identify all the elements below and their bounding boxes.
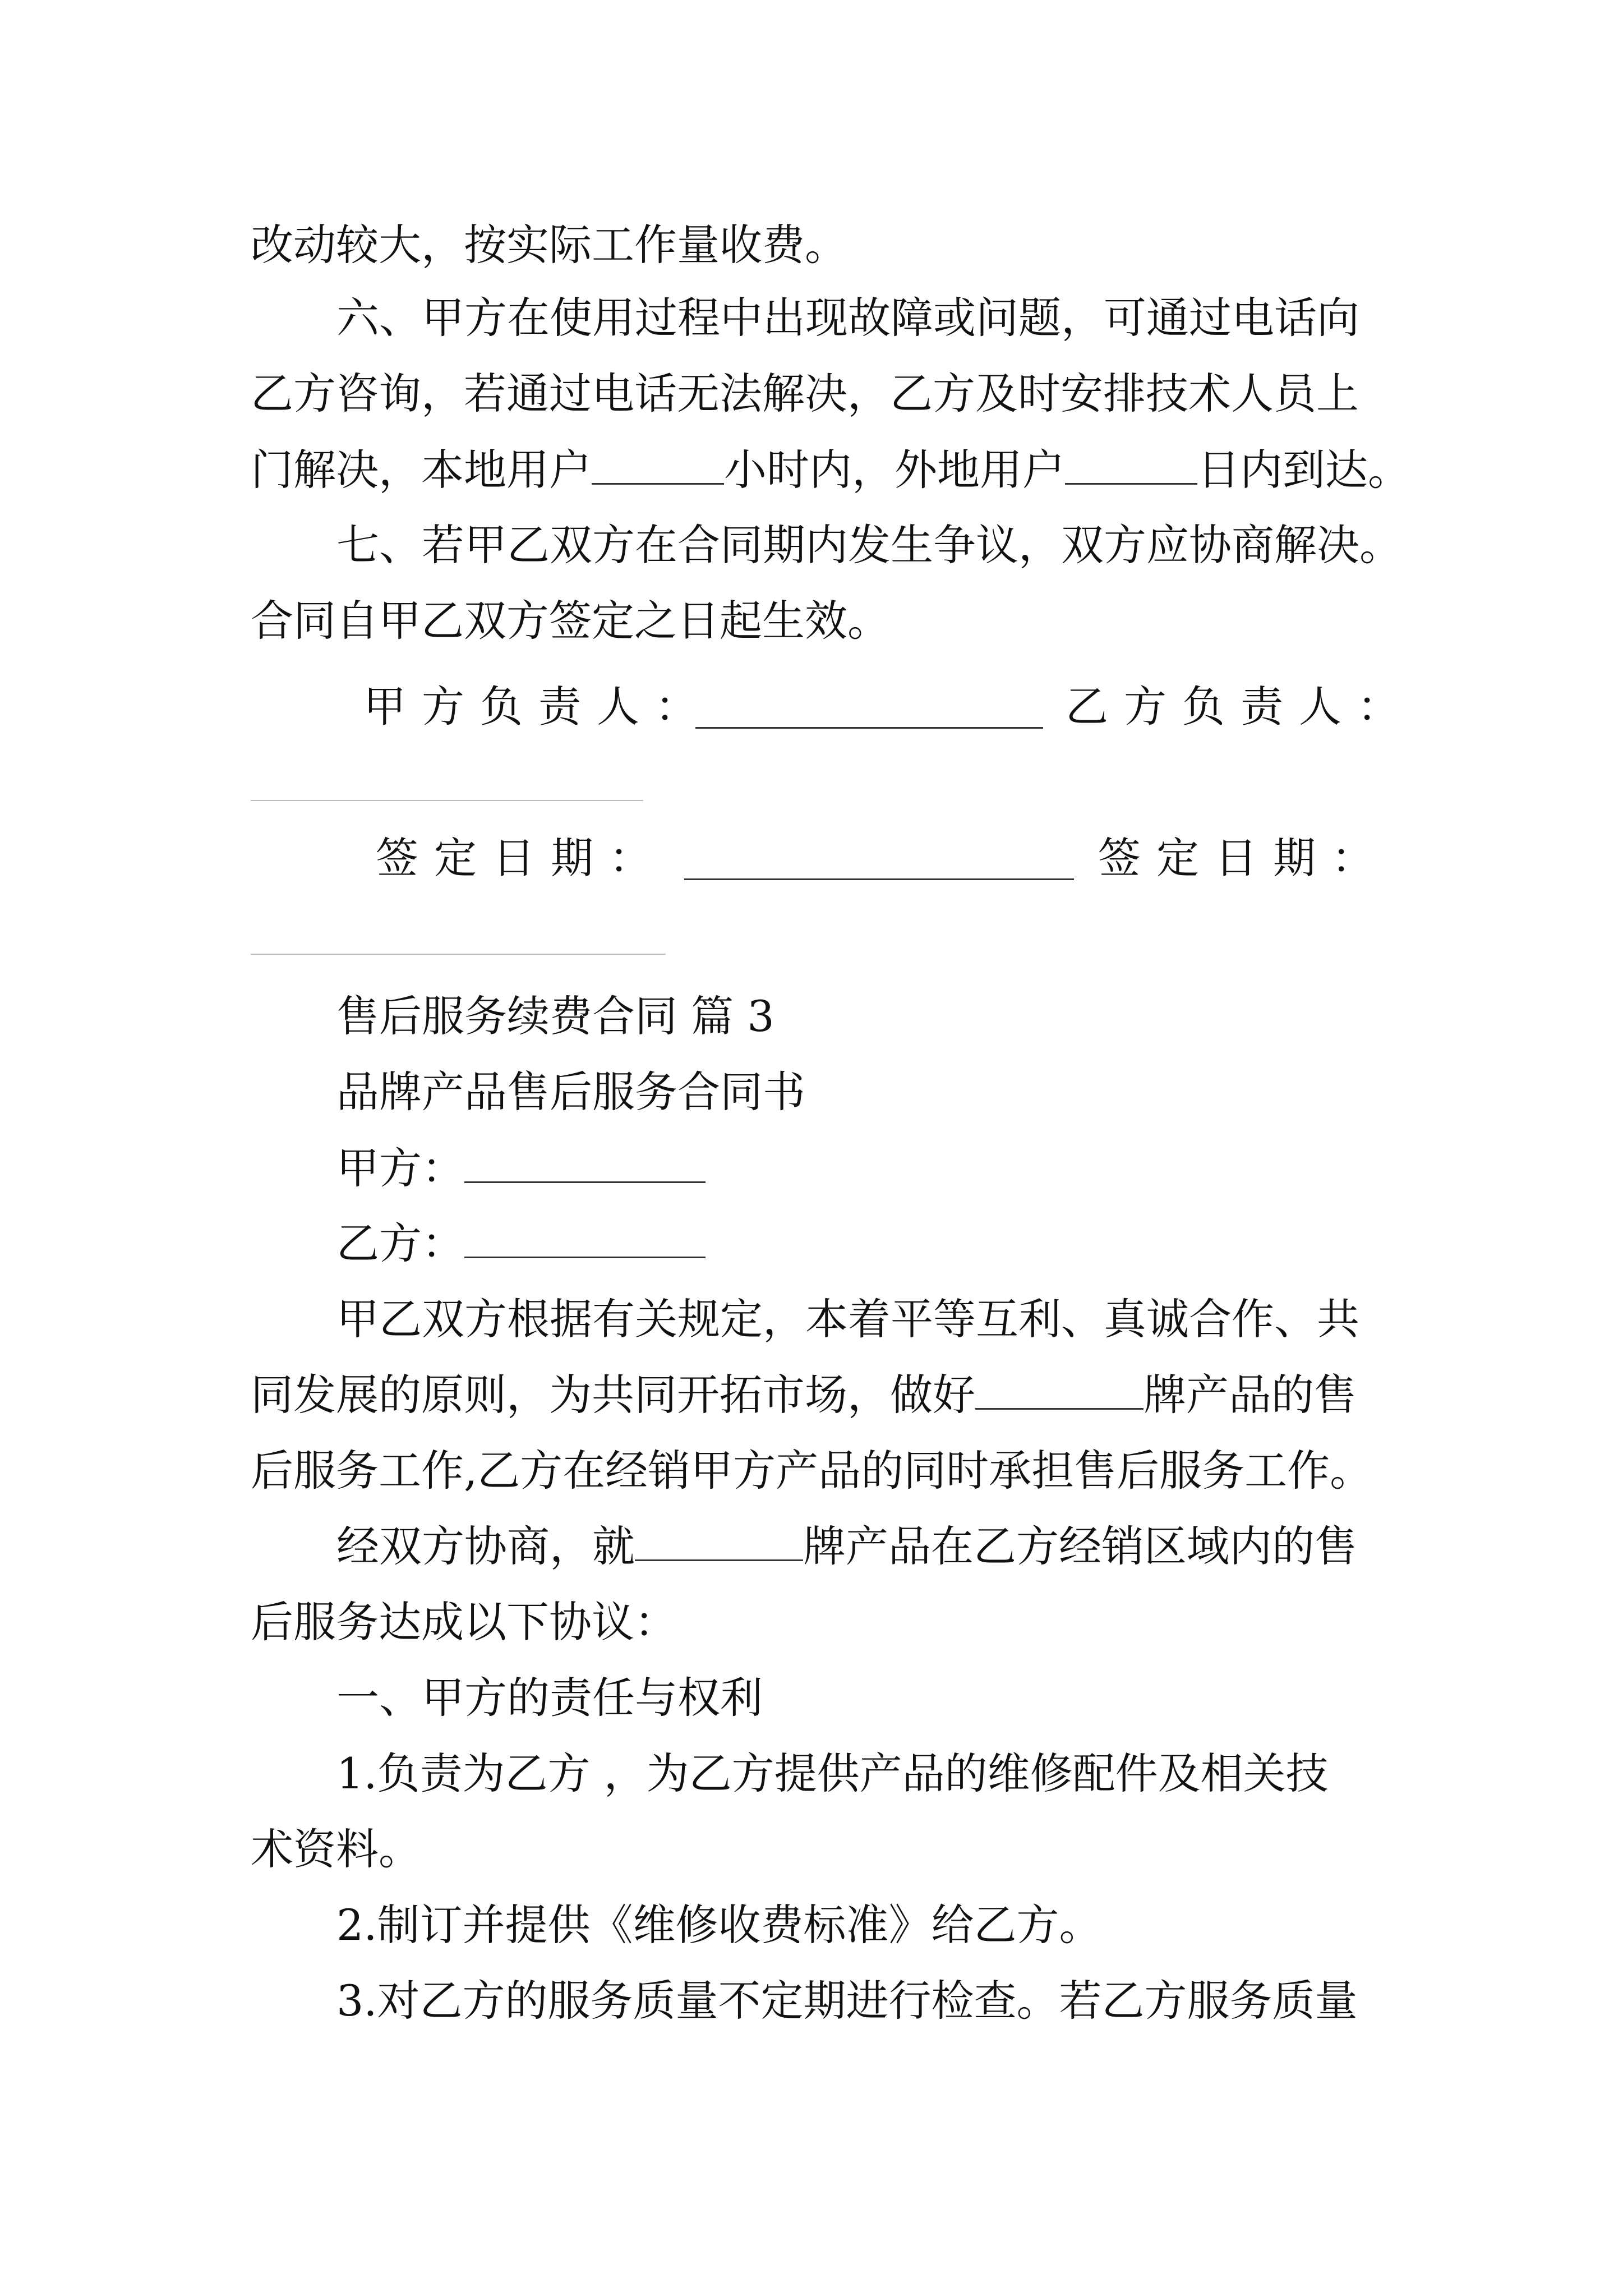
text-segment: 门解决，本地用户: [251, 445, 592, 495]
fill-blank-local-hours: [592, 447, 724, 485]
paragraph-line: [336, 1519, 1357, 1575]
section-heading: 一、甲方的责任与权利: [336, 1673, 763, 1723]
text-segment: 经双方协商，就: [336, 1521, 635, 1571]
text-line: 改动较大，按实际工作量收费。: [251, 220, 847, 270]
party-a-signer-label: 甲方负责人：: [363, 682, 713, 731]
brand-blank: [975, 1372, 1144, 1410]
text-segment: 同发展的原则，为共同开拓市场，做好: [251, 1370, 975, 1420]
section-subtitle: 品牌产品售后服务合同书: [336, 1067, 805, 1117]
party-b-blank: [464, 1221, 706, 1258]
sign-date-label-a: 签定日期：: [376, 833, 667, 883]
text-segment: 牌产品的售: [1144, 1370, 1357, 1420]
list-item: 1.负责为乙方 ，为乙方提供产品的维修配件及相关技: [336, 1749, 1329, 1798]
clause-seven-line: 七、若甲乙双方在合同期内发生争议，双方应协商解决。: [336, 520, 1402, 570]
list-item: 术资料。: [251, 1824, 421, 1874]
paragraph-line: 后服务工作,乙方在经销甲方产品的同时承担售后服务工作。: [251, 1446, 1373, 1496]
clause-six-line: 乙方咨询，若通过电话无法解决，乙方及时安排技术人员上: [251, 369, 1359, 418]
text-segment: 牌产品在乙方经销区域内的售: [803, 1521, 1357, 1571]
paragraph-line: 后服务达成以下协议：: [251, 1597, 677, 1647]
party-a-line: [336, 1140, 706, 1197]
party-a-blank: [464, 1145, 706, 1183]
clause-six-line: [251, 442, 1410, 498]
party-b-line: [336, 1216, 706, 1272]
party-b-signer-label: 乙方负责人：: [1066, 682, 1415, 731]
party-a-signer-blank: [695, 691, 1043, 729]
list-item: 2.制订并提供《维修收费标准》给乙方。: [336, 1900, 1102, 1950]
paragraph-line: [251, 1367, 1357, 1423]
sign-date-label-b: 签定日期：: [1098, 833, 1390, 883]
clause-seven-line: 合同自甲乙双方签定之日起生效。: [251, 596, 890, 646]
list-item: 3.对乙方的服务质量不定期进行检查。若乙方服务质量: [336, 1976, 1358, 2026]
clause-six-line: 六、甲方在使用过程中出现故障或问题，可通过电话向: [336, 293, 1359, 343]
party-b-signer-blank: [251, 800, 643, 801]
brand-blank: [635, 1524, 803, 1561]
sign-date-blank-a: [684, 843, 1074, 880]
text-segment: 小时内，外地用户: [724, 445, 1065, 495]
paragraph-line: 甲乙双方根据有关规定，本着平等互利、真诚合作、共: [336, 1294, 1359, 1344]
party-a-label: 甲方：: [336, 1143, 464, 1193]
fill-blank-remote-days: [1065, 447, 1197, 485]
sign-date-blank-b: [251, 954, 666, 955]
party-b-label: 乙方：: [336, 1218, 464, 1268]
text-segment: 日内到达。: [1197, 445, 1410, 495]
section-title: 售后服务续费合同 篇 3: [336, 991, 774, 1041]
